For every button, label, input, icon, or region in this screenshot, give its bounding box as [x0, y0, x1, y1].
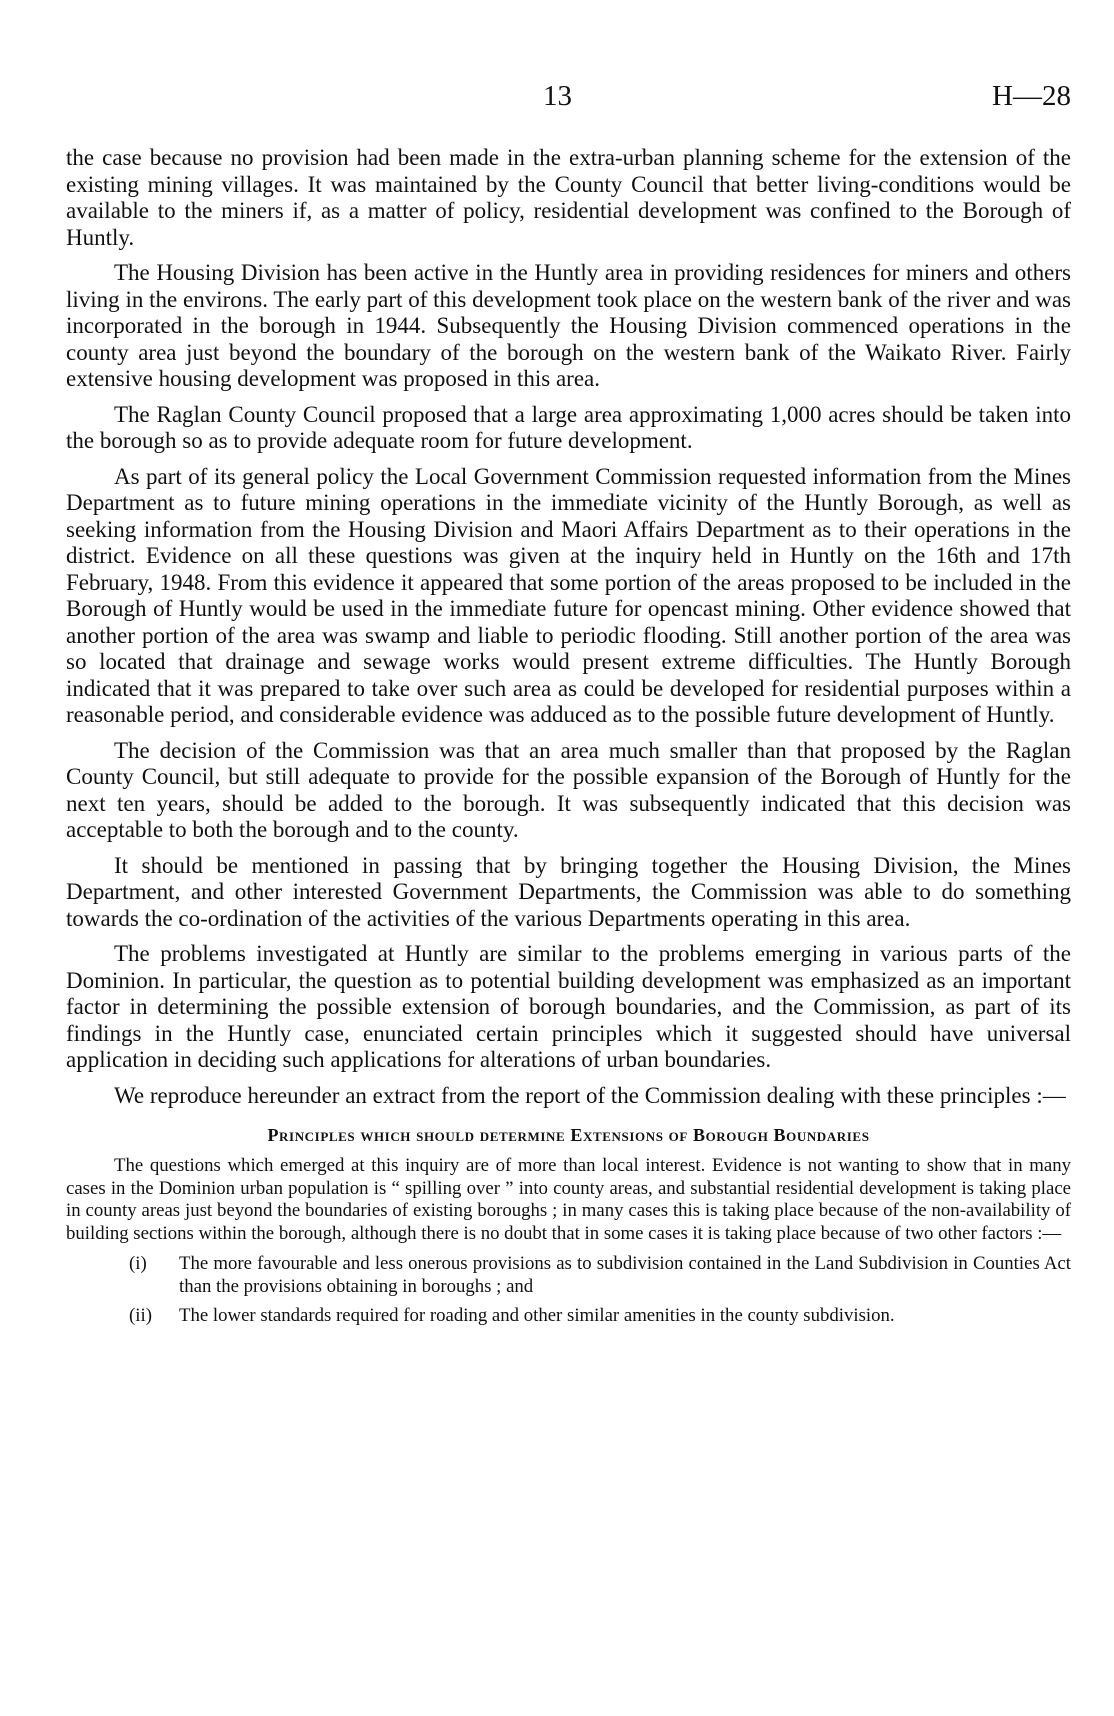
page-number: 13	[543, 80, 572, 112]
paragraph: We reproduce hereunder an extract from the report of the Commission dealing with these principles :—	[114, 1082, 1066, 1108]
paragraph: It should be mentioned in passing that by bringing together the Housing Division, the Mines Department, and other interested Government Departments, the Commission was able to do something towards the co-ordination of the activities of the various Departments operating in this area.	[66, 852, 1071, 931]
list-marker: (i)	[129, 1253, 147, 1274]
extract-factor-item	[66, 1253, 1071, 1298]
extract-paragraph: The questions which emerged at this inquiry are of more than local interest. Evidence is not wanting to show that in many cases in the Dominion urban population is “ spilling over ” into county areas, and substantial residential development is taking place in county areas just beyond the boundaries of existing boroughs ; in many cases this is taking place because of the non-availability of building sections within the borough, although there is no doubt that in some cases it is taking place because of two other factors :—	[66, 1155, 1071, 1244]
body-text	[66, 145, 1071, 1335]
paragraph: The Housing Division has been active in the Huntly area in providing residences for miners and others living in the environs. The early part of this development took place on the western bank of the river and was incorporated in the borough in 1944. Subsequently the Housing Division commenced operations in the county area just beyond the boundary of the borough on the western bank of the Waikato River. Fairly extensive housing development was proposed in this area.	[66, 260, 1071, 391]
paragraph: The decision of the Commission was that an area much smaller than that proposed by the Raglan County Council, but still adequate to provide for the possible expansion of the Borough of Huntly for the next ten years, should be added to the borough. It was subsequently indicated that this decision was acceptable to both the borough and to the county.	[66, 737, 1071, 842]
page-header	[0, 78, 1114, 118]
list-marker: (ii)	[129, 1305, 152, 1326]
list-item-text: The lower standards required for roading and other similar amenities in the county subdivision.	[179, 1305, 895, 1326]
extract-factor-item	[66, 1305, 1071, 1328]
paragraph: The problems investigated at Huntly are similar to the problems emerging in various parts of the Dominion. In particular, the question as to potential building development was emphasized as an important factor in determining the possible extension of borough boundaries, and the Commission, as part of its findings in the Huntly case, enunciated certain principles which it suggested should have universal application in deciding such applications for alterations of urban boundaries.	[66, 941, 1071, 1072]
extract-factor-list	[66, 1253, 1071, 1328]
commission-extract	[66, 1124, 1071, 1328]
paragraph: As part of its general policy the Local Government Commission requested information from the Mines Department as to future mining operations in the immediate vicinity of the Huntly Borough, as well as seeking information from the Housing Division and Maori Affairs Department as to their operations in the district. Evidence on all these questions was given at the inquiry held in Huntly on the 16th and 17th February, 1948. From this evidence it appeared that some portion of the areas proposed to be included in the Borough of Huntly would be used in the immediate future for opencast mining. Other evidence showed that another portion of the area was swamp and liable to periodic flooding. Still another portion of the area was so located that drainage and sewage works would present extreme difficulties. The Huntly Borough indicated that it was prepared to take over such area as could be developed for residential purposes within a reasonable period, and considerable evidence was adduced as to the possible future development of Huntly.	[66, 463, 1071, 727]
extract-heading: Principles which should determine Extensions of Borough Boundaries	[267, 1125, 870, 1145]
document-reference: H—28	[992, 80, 1071, 112]
paragraph: The Raglan County Council proposed that a large area approximating 1,000 acres should be taken into the borough so as to provide adequate room for future development.	[66, 401, 1071, 453]
paragraph: the case because no provision had been made in the extra-urban planning scheme for the extension of the existing mining villages. It was maintained by the County Council that better living-conditions would be available to the miners if, as a matter of policy, residential development was confined to the Borough of Huntly.	[66, 145, 1071, 250]
list-item-text: The more favourable and less onerous provisions as to subdivision contained in the Land Subdivision in Counties Act than the provisions obtaining in boroughs ; and	[179, 1253, 1071, 1297]
